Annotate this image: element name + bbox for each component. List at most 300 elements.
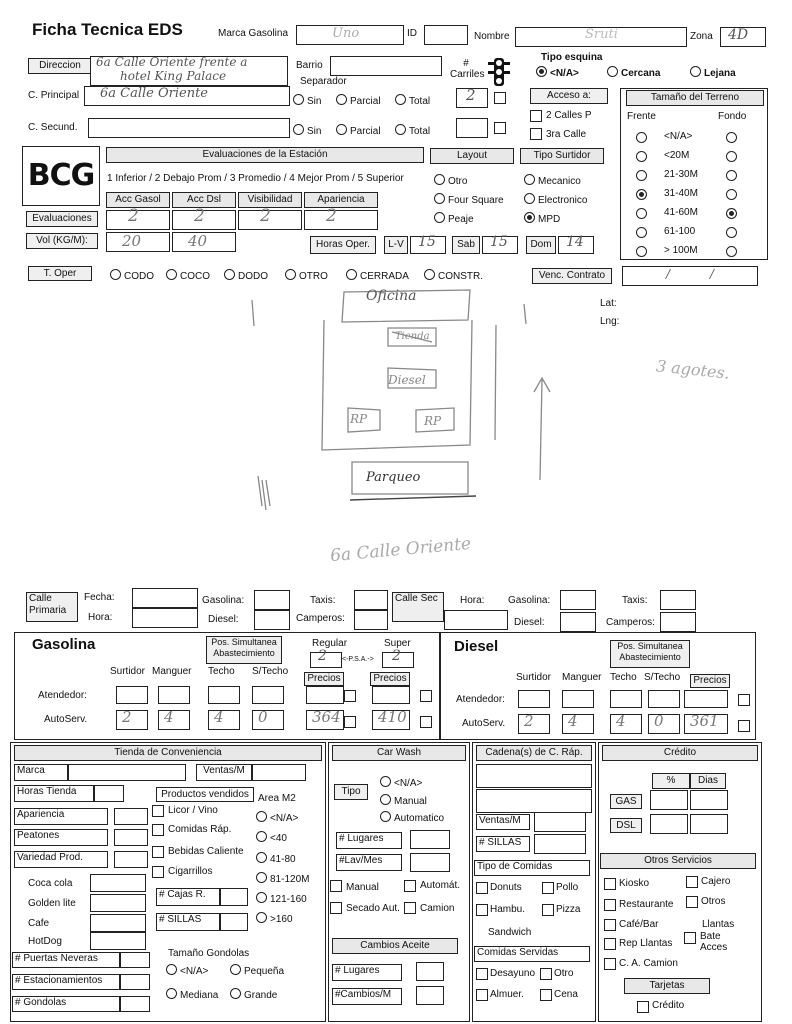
radio-icon <box>690 66 701 77</box>
otro-label: Otro <box>448 176 468 187</box>
autoserv-gas-field[interactable] <box>208 710 240 730</box>
fecha-field[interactable] <box>132 588 198 608</box>
cw-automat-checkbox[interactable] <box>404 880 416 892</box>
radio-icon <box>256 811 267 822</box>
autoserv-dsl-field[interactable] <box>562 714 594 734</box>
autoserv-label: AutoServ. <box>44 714 88 725</box>
atendedor-gas-field[interactable] <box>116 686 148 704</box>
frente-radio-icon[interactable] <box>636 227 647 238</box>
tarjetas-header: Tarjetas <box>624 978 710 994</box>
meal-cena-label: Cena <box>554 989 578 1000</box>
servicio-bate-checkbox[interactable] <box>684 932 696 944</box>
meal-almuer-checkbox[interactable] <box>476 989 488 1001</box>
autoserv-dsl-field[interactable] <box>610 714 642 734</box>
precio-dsl-checkbox[interactable] <box>738 720 750 732</box>
cw-manual-cb-label: Manual <box>346 882 379 893</box>
sep2-parcial[interactable] <box>336 124 381 137</box>
evaluacion-field[interactable] <box>304 210 378 230</box>
carriles-checkbox[interactable] <box>494 92 506 104</box>
pct-label: % <box>652 773 690 789</box>
grande-label: Grande <box>244 990 278 1001</box>
fondo-radio-icon[interactable] <box>726 132 737 143</box>
cambios-m-field[interactable] <box>416 986 444 1005</box>
radio-icon <box>230 988 241 999</box>
cambios-aceite-header: Cambios Aceite <box>332 938 458 954</box>
servicio-llantas-label: Llantas <box>702 919 735 930</box>
product-bebidas_caliente-checkbox[interactable] <box>152 846 164 858</box>
autoserv-gas-value: 410 <box>378 708 407 726</box>
fondo-radio-icon[interactable] <box>726 208 737 219</box>
frente-radio-icon[interactable] <box>636 132 647 143</box>
servicio-bate-label: Bate Acces <box>700 931 728 953</box>
food-hambu-label: Hambu. <box>490 904 526 915</box>
gas-pct-field[interactable] <box>650 790 688 810</box>
gondolas-field[interactable] <box>120 996 150 1012</box>
terreno-option-label: > 100M <box>664 245 698 256</box>
c-principal-label: C. Principal <box>28 90 80 101</box>
cw-manual-checkbox[interactable] <box>330 880 342 892</box>
atendedor-label: Atendedor: <box>38 690 87 701</box>
esquina-cercana-option[interactable] <box>607 66 660 79</box>
product-bebidas_caliente-label: Bebidas Caliente <box>168 846 244 857</box>
autoserv-dsl-field[interactable] <box>518 714 550 734</box>
marca-gasolina-value: Uno <box>332 26 360 41</box>
cw-manual-label: Manual <box>394 796 427 807</box>
gondola-na-label: <N/A> <box>180 966 209 977</box>
product-cigarrillos-checkbox[interactable] <box>152 866 164 878</box>
direccion-value-1: 6a Calle Oriente frente a <box>96 55 248 69</box>
radio-icon <box>224 269 235 280</box>
cadena-field-2[interactable] <box>476 789 592 813</box>
ventas-m-field[interactable] <box>252 764 306 781</box>
puertas-neveras-label: # Puertas Neveras <box>12 952 120 968</box>
autoserv-dsl-field[interactable] <box>648 714 680 734</box>
servicio-rep_llantas-checkbox[interactable] <box>604 938 616 950</box>
sketch-marks <box>258 476 270 510</box>
t-oper-label: T. Oper <box>28 266 92 281</box>
radio-icon <box>256 831 267 842</box>
tipo-esquina-label: Tipo esquina <box>541 52 603 63</box>
radio-icon <box>380 794 391 805</box>
s-techo-col-d: S/Techo <box>644 672 681 683</box>
gondola-mediana[interactable] <box>166 988 218 1001</box>
autoserv-gas-value: 0 <box>258 708 268 726</box>
horas-tienda-field[interactable] <box>94 785 124 802</box>
meal-desayuno-checkbox[interactable] <box>476 968 488 980</box>
area-a_81_120-label: 81-120M <box>270 874 310 885</box>
esquina-cercana-label: Cercana <box>621 68 661 79</box>
atendedor-dsl-field[interactable] <box>518 690 550 708</box>
servicio-kiosko-label: Kiosko <box>619 878 650 889</box>
servicio-cajero-label: Cajero <box>701 876 731 887</box>
precio-checkbox[interactable] <box>344 690 356 702</box>
sep1-total[interactable] <box>395 94 430 107</box>
gasolina2-field[interactable] <box>560 590 596 610</box>
area-a_41_80-label: 41-80 <box>270 854 296 865</box>
marca-label: Marca <box>14 764 68 781</box>
autoserv-dsl-value: 0 <box>654 712 664 730</box>
esquina-na-option[interactable] <box>536 66 579 79</box>
product-licor_vino-label: Licor / Vino <box>168 805 218 816</box>
food-pollo-label: Pollo <box>556 882 579 893</box>
mpd-label: MPD <box>538 214 561 225</box>
autoserv-gas-field[interactable] <box>158 710 190 730</box>
servicio-ca_camion-checkbox[interactable] <box>604 958 616 970</box>
food-donuts-checkbox[interactable] <box>476 882 488 894</box>
sep2-sin[interactable] <box>293 124 321 137</box>
sep2-total[interactable] <box>395 124 430 137</box>
evaluacion-value: 2 <box>326 206 337 226</box>
area-a_121_160-option[interactable] <box>256 892 307 905</box>
brand-coca_cola-field[interactable] <box>90 874 146 892</box>
precio-checkbox[interactable] <box>420 690 432 702</box>
layout-four-square[interactable] <box>434 193 504 206</box>
cw-lugares-label: # Lugares <box>336 832 402 849</box>
sketch-note: 3 agotes. <box>655 356 731 383</box>
regular-label: Regular <box>312 638 348 649</box>
id-label: ID <box>407 28 417 39</box>
lv-label: L-V <box>384 236 408 254</box>
frente-radio-icon[interactable] <box>636 151 647 162</box>
cadena-ventas-label: Ventas/M <box>476 814 530 830</box>
lng-label: Lng: <box>600 316 620 327</box>
atendedor-gas-field[interactable] <box>208 686 240 704</box>
gas-dias-field[interactable] <box>690 790 728 810</box>
servicio-cajero-checkbox[interactable] <box>686 876 698 888</box>
terreno-option-label: 41-60M <box>664 207 698 218</box>
radio-icon <box>524 193 535 204</box>
venc-contrato-value: / / <box>666 267 732 281</box>
sketch-wall-right <box>495 325 496 440</box>
vol-value: 40 <box>188 232 208 250</box>
food-pollo-checkbox[interactable] <box>542 882 554 894</box>
precio-dsl-checkbox[interactable] <box>738 694 750 706</box>
ca-lugares-field[interactable] <box>416 962 444 981</box>
cadena-sillas-field[interactable] <box>534 834 586 854</box>
area-na-option[interactable] <box>256 811 298 824</box>
sillas-label: # SILLAS <box>156 913 220 931</box>
area-na-label: <N/A> <box>270 813 299 824</box>
cadena-field-1[interactable] <box>476 764 592 788</box>
sep1-sin[interactable] <box>293 94 321 107</box>
sillas-field[interactable] <box>220 913 248 931</box>
gasolina2-label: Gasolina: <box>508 595 551 606</box>
esquina-lejana-label: Lejana <box>704 68 736 79</box>
atendedor-gas-field[interactable] <box>158 686 190 704</box>
mecanico-label: Mecanico <box>538 176 581 187</box>
manguer-col: Manguer <box>152 666 192 677</box>
dsl-dias-field[interactable] <box>690 814 728 834</box>
tienda-peatones-field[interactable] <box>114 829 148 846</box>
fondo-radio-icon[interactable] <box>726 227 737 238</box>
frente-radio-icon[interactable] <box>636 189 647 200</box>
cw-secado-label: Secado Aut. <box>346 903 400 914</box>
tarjeta-credito-checkbox[interactable] <box>637 1001 649 1013</box>
techo-col-d: Techo <box>610 672 637 683</box>
area-a_lt40-option[interactable] <box>256 831 287 844</box>
gondola-pequena[interactable] <box>230 964 284 977</box>
cadena-sillas-label: # SILLAS <box>476 836 530 852</box>
form-title: Ficha Tecnica EDS <box>32 20 183 39</box>
fecha-label: Fecha: <box>84 592 115 603</box>
area-a_gt160-option[interactable] <box>256 912 293 925</box>
radio-icon <box>110 269 121 280</box>
fondo-label: Fondo <box>718 111 747 122</box>
area-a_gt160-label: >160 <box>270 914 293 925</box>
servicio-restaurante-checkbox[interactable] <box>604 899 616 911</box>
cw-camion-checkbox[interactable] <box>404 902 416 914</box>
psa-label: <-P.S.A.-> <box>342 656 374 663</box>
atendedor-gas-field[interactable] <box>252 686 284 704</box>
cw-automat-label: Automát. <box>420 880 461 891</box>
fondo-radio-icon[interactable] <box>726 246 737 257</box>
atendedor-gas-field[interactable] <box>372 686 410 704</box>
brand-coca_cola-label: Coca cola <box>28 878 73 889</box>
gas-credit-label: GAS <box>610 794 642 809</box>
gasolina-title: Gasolina <box>32 636 96 653</box>
sketch-line-left <box>252 300 254 326</box>
dsl-pct-field[interactable] <box>650 814 688 834</box>
servicio-cafe_bar-checkbox[interactable] <box>604 919 616 931</box>
cw-secado-checkbox[interactable] <box>330 902 342 914</box>
gondola-grande[interactable] <box>230 988 277 1001</box>
barrio-field[interactable] <box>330 56 442 76</box>
horas-tienda-label: Horas Tienda <box>14 785 94 802</box>
autoserv-gas-field[interactable] <box>116 710 148 730</box>
brand-cafe-field[interactable] <box>90 914 146 932</box>
acceso-label: Acceso a: <box>530 88 608 104</box>
c-principal-value: 6a Calle Oriente <box>100 86 209 101</box>
cw-tipo-label: Tipo <box>334 784 368 800</box>
tercera-calle-label: 3ra Calle <box>546 129 587 140</box>
food-pizza-label: Pizza <box>556 904 581 915</box>
carriles-value: 2 <box>466 86 476 104</box>
meal-otro-checkbox[interactable] <box>540 968 552 980</box>
layout-otro[interactable] <box>434 174 467 187</box>
hora2-field[interactable] <box>444 610 508 630</box>
food-sandwich-label: Sandwich <box>488 927 532 938</box>
brand-cafe-label: Cafe <box>28 918 50 929</box>
frente-radio-icon[interactable] <box>636 170 647 181</box>
c-secund-carriles-field[interactable] <box>456 118 488 138</box>
oper-coco[interactable] <box>166 269 210 282</box>
tienda-peatones-label: Peatones <box>14 829 108 846</box>
atendedor-gas-field[interactable] <box>306 686 344 704</box>
sketch-rp1-label: RP <box>350 412 368 426</box>
area-a_121_160-label: 121-160 <box>270 894 307 905</box>
autoserv-dsl-value: 2 <box>524 712 534 730</box>
cadena-ventas-field[interactable] <box>534 812 586 832</box>
precio-checkbox[interactable] <box>420 716 432 728</box>
diesel-count-label: Diesel: <box>208 614 239 625</box>
servicio-otros-label: Otros <box>701 896 726 907</box>
parcial-label: Parcial <box>350 96 381 107</box>
super-label: Super <box>384 638 411 649</box>
precios-sup-header: Precios <box>370 672 410 686</box>
dos-calles-checkbox[interactable] <box>530 110 542 122</box>
cw-automatico[interactable] <box>380 811 444 824</box>
s-techo-col: S/Techo <box>252 666 289 677</box>
cajas-r-field[interactable] <box>220 888 248 906</box>
c-secund-field[interactable] <box>88 118 290 138</box>
taxis2-field[interactable] <box>660 590 696 610</box>
servicio-kiosko-checkbox[interactable] <box>604 878 616 890</box>
apariencia-header: Apariencia <box>304 192 378 208</box>
tienda-variedad_prod-field[interactable] <box>114 851 148 868</box>
comidas-servidas-label: Comidas Servidas <box>474 946 590 962</box>
tipo-comidas-label: Tipo de Comidas <box>474 860 590 876</box>
terreno-option-label: <20M <box>664 150 690 161</box>
acc-gasol-header: Acc Gasol <box>106 192 170 208</box>
carriles-label: # Carriles <box>450 58 485 80</box>
atendedor-dsl-field[interactable] <box>610 690 642 708</box>
autoserv-dsl-value: 361 <box>690 712 719 730</box>
meal-cena-checkbox[interactable] <box>540 989 552 1001</box>
product-comidas_rap-checkbox[interactable] <box>152 824 164 836</box>
cw-na[interactable] <box>380 776 422 789</box>
cadena-header: Cadena(s) de C. Ráp. <box>476 745 592 761</box>
dodo-label: DODO <box>238 271 268 282</box>
dos-calles-label: 2 Calles P <box>546 110 592 121</box>
atendedor-dsl-field[interactable] <box>684 690 728 708</box>
radio-icon <box>166 988 177 999</box>
sketch-oficina-label: Oficina <box>366 288 417 304</box>
sep1-parcial[interactable] <box>336 94 381 107</box>
atendedor-label-d: Atendedor: <box>456 694 505 705</box>
brand-hotdog-field[interactable] <box>90 932 146 950</box>
codo-label: CODO <box>124 271 154 282</box>
sketch-line-right <box>524 304 526 324</box>
precios-dsl-header: Precios <box>690 674 730 688</box>
brand-golden_lite-label: Golden lite <box>28 898 76 909</box>
meal-desayuno-label: Desayuno <box>490 968 536 979</box>
id-field[interactable] <box>424 25 468 45</box>
hora-field[interactable] <box>132 608 198 628</box>
terreno-option-label: <N/A> <box>664 131 693 142</box>
taxis2-label: Taxis: <box>622 595 648 606</box>
credito-header: Crédito <box>602 745 758 761</box>
servicio-ca_camion-label: C. A. Camion <box>619 958 678 969</box>
car-wash-header: Car Wash <box>332 745 466 761</box>
radio-icon <box>434 212 445 223</box>
area-a_41_80-option[interactable] <box>256 852 296 865</box>
sketch-tienda-label: Tienda <box>395 331 430 342</box>
tarjeta-credito-label: Crédito <box>652 1000 685 1011</box>
terreno-option-label: 61-100 <box>664 226 696 237</box>
radio-icon <box>256 872 267 883</box>
cw-lugares-field[interactable] <box>410 830 450 849</box>
cw-manual[interactable] <box>380 794 427 807</box>
radio-icon <box>256 912 267 923</box>
oper-codo[interactable] <box>110 269 154 282</box>
diesel2-label: Diesel: <box>514 617 545 628</box>
food-hambu-checkbox[interactable] <box>476 904 488 916</box>
tercera-calle-checkbox[interactable] <box>530 128 542 140</box>
evaluacion-value: 2 <box>194 206 205 226</box>
atendedor-dsl-field[interactable] <box>648 690 680 708</box>
layout-peaje[interactable] <box>434 212 474 225</box>
terreno-option-label: 21-30M <box>664 169 698 180</box>
radio-icon <box>230 964 241 975</box>
dom-label: Dom <box>526 236 556 254</box>
atendedor-dsl-field[interactable] <box>562 690 594 708</box>
evaluacion-value: 2 <box>128 206 139 226</box>
esquina-lejana-option[interactable] <box>690 66 736 79</box>
surtidor-mpd[interactable] <box>524 212 560 225</box>
surtidor-electronico[interactable] <box>524 193 587 206</box>
marca-field[interactable] <box>68 764 186 781</box>
gasolina-count-field[interactable] <box>254 590 290 610</box>
area-a_81_120-option[interactable] <box>256 872 309 885</box>
c-secund-checkbox[interactable] <box>494 122 506 134</box>
productos-vendidos-label: Productos vendidos <box>156 787 254 802</box>
tienda-variedad_prod-label: Variedad Prod. <box>14 851 108 868</box>
lat-label: Lat: <box>600 298 617 309</box>
electronico-label: Electronico <box>538 195 588 206</box>
layout-header: Layout <box>430 148 514 164</box>
constr-label: CONSTR. <box>438 271 483 282</box>
frente-label: Frente <box>627 111 656 122</box>
camperos2-label: Camperos: <box>606 617 655 628</box>
direccion-value-2: hotel King Palace <box>120 69 227 83</box>
estacionamientos-label: # Estacionamientos <box>12 974 120 990</box>
diesel-count-field[interactable] <box>254 610 290 630</box>
taxis-field[interactable] <box>354 590 388 610</box>
camperos2-field[interactable] <box>660 612 696 632</box>
coco-label: COCO <box>180 271 210 282</box>
fondo-radio-icon[interactable] <box>726 189 737 200</box>
precio-checkbox[interactable] <box>344 716 356 728</box>
gondola-na[interactable] <box>166 964 208 977</box>
evaluacion-value: 2 <box>260 206 271 226</box>
hora2-label: Hora: <box>460 595 485 606</box>
zona-label: Zona <box>690 31 713 42</box>
taxis-label: Taxis: <box>310 595 336 606</box>
fondo-radio-icon[interactable] <box>726 170 737 181</box>
brand-golden_lite-field[interactable] <box>90 894 146 912</box>
food-pizza-checkbox[interactable] <box>542 904 554 916</box>
radio-icon <box>285 269 296 280</box>
area-a_lt40-label: <40 <box>270 833 287 844</box>
camperos-field[interactable] <box>354 610 388 630</box>
tienda-apariencia-field[interactable] <box>114 808 148 825</box>
diesel2-field[interactable] <box>560 612 596 632</box>
fondo-radio-icon[interactable] <box>726 151 737 162</box>
cambios-m-label: #Cambios/M <box>332 988 402 1005</box>
cw-lav-mes-field[interactable] <box>410 853 450 872</box>
autoserv-gas-value: 2 <box>122 708 132 726</box>
radio-icon <box>256 892 267 903</box>
puertas-neveras-field[interactable] <box>120 952 150 968</box>
super-value: 2 <box>392 648 401 664</box>
c-secund-label: C. Secund. <box>28 122 78 133</box>
servicio-otros-checkbox[interactable] <box>686 896 698 908</box>
radio-icon <box>293 124 304 135</box>
estacionamientos-field[interactable] <box>120 974 150 990</box>
radio-icon <box>395 124 406 135</box>
otro-op-label: OTRO <box>299 271 328 282</box>
frente-radio-icon[interactable] <box>636 208 647 219</box>
product-licor_vino-checkbox[interactable] <box>152 805 164 817</box>
sin-label: Sin <box>307 126 322 137</box>
cw-automatico-label: Automatico <box>394 813 445 824</box>
pequena-label: Pequeña <box>244 966 285 977</box>
surtidor-mecanico[interactable] <box>524 174 581 187</box>
cajas-r-label: # Cajas R. <box>156 888 220 906</box>
frente-radio-icon[interactable] <box>636 246 647 257</box>
four-square-label: Four Square <box>448 195 504 206</box>
autoserv-gas-field[interactable] <box>252 710 284 730</box>
